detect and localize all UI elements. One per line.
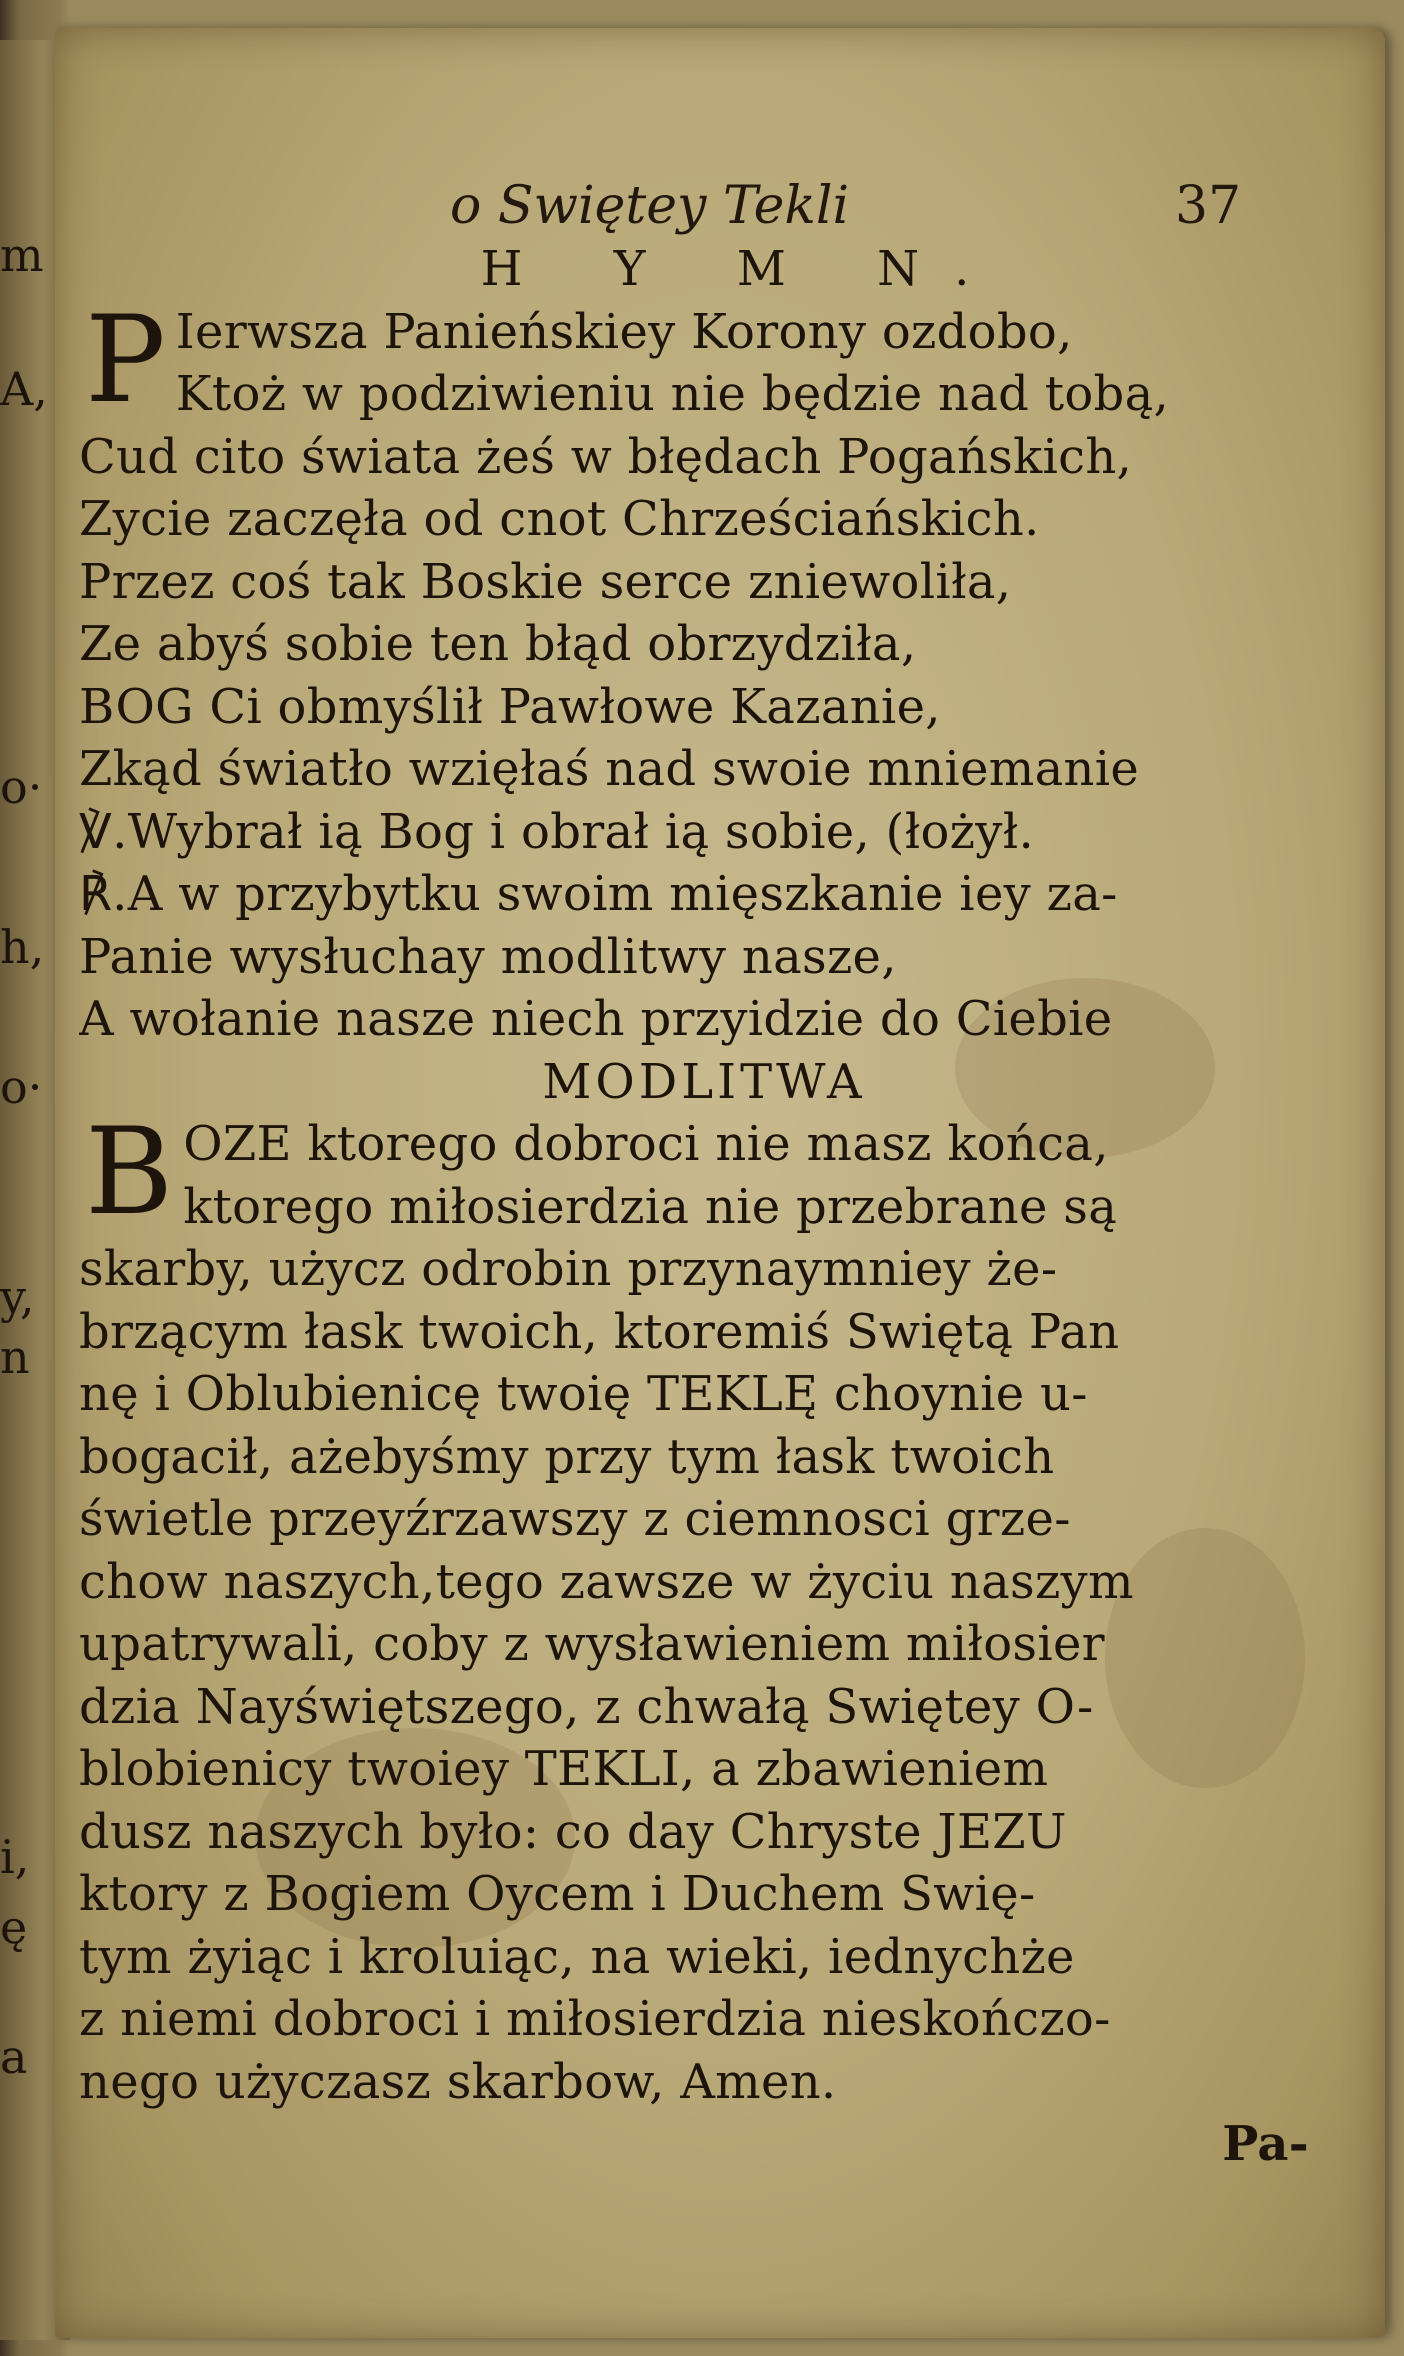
prayer-line: ktorego miłosierdzia nie przebrane są [183, 1178, 1118, 1235]
prev-page-fragment: n [0, 1330, 30, 1384]
prayer-line: blobienicy twoiey TEKLI, a zbawieniem [79, 1741, 1049, 1797]
prayer-line: z niemi dobroci i miłosierdzia nieskończo- [79, 1991, 1111, 2047]
hymn-line: Ierwsza Panieńskiey Korony ozdobo, [175, 303, 1073, 360]
page-text [79, 238, 1329, 2176]
prayer-line: nego użyczasz skarbow, Amen. [79, 2053, 837, 2110]
hymn-text [79, 301, 1329, 1051]
hymn-line: Panie wysłuchay modlitwy nasze, [79, 928, 897, 985]
prayer-line: dusz naszych było: co day Chryste JEZU [79, 1803, 1067, 1860]
prayer-line: brzącym łask twoich, ktoremiś Swiętą Pan [79, 1303, 1120, 1360]
prev-page-fragment: i, [0, 1830, 30, 1884]
hymn-title: H Y M N. [480, 241, 1008, 297]
page-number: 37 [1175, 176, 1242, 236]
prev-page-fragment: y, [0, 1270, 35, 1324]
prayer-title: MODLITWA [542, 1053, 866, 1110]
versicle-line: ℣.Wybrał ią Bog i obrał ią sobie, (łożył. [79, 803, 1035, 860]
prayer-line: dzia Nayświętszego, z chwałą Swiętey O- [79, 1678, 1094, 1735]
prayer-line: bogacił, ażebyśmy przy tym łask twoich [79, 1428, 1055, 1485]
prayer-text [79, 1113, 1329, 2113]
prayer-line: świetle przeyźrzawszy z ciemnosci grze- [79, 1491, 1071, 1547]
prayer-line: ktory z Bogiem Oycem i Duchem Swię- [79, 1866, 1036, 1922]
hymn-line: Przez coś tak Boskie serce zniewoliła, [79, 553, 1012, 610]
prev-page-fragment: m [0, 228, 44, 282]
prayer-dropcap: B [85, 1113, 174, 1242]
prayer-line: chow naszych,tego zawsze w życiu naszym [79, 1553, 1134, 1610]
hymn-line: Zkąd światło wzięłaś nad swoie mniemanie [79, 741, 1140, 797]
running-title: o Swiętey Tekli [450, 176, 850, 236]
hymn-line: A wołanie nasze niech przyidzie do Ciebie [79, 991, 1113, 1047]
hymn-line: BOG Ci obmyślił Pawłowe Kazanie, [79, 678, 941, 735]
prayer-line: tym żyiąc i kroluiąc, na wieki, iednychże [79, 1928, 1075, 1985]
catchword: Pa- [1222, 2116, 1309, 2172]
hymn-line: Ze abyś sobie ten błąd obrzydziła, [79, 616, 917, 672]
prev-page-fragment: o· [0, 760, 43, 814]
prayer-line: OZE ktorego dobroci nie masz końca, [183, 1116, 1109, 1172]
hymn-dropcap: P [85, 300, 166, 430]
book-page [55, 28, 1385, 2338]
hymn-line: Cud cito świata żeś w błędach Pogańskich, [79, 428, 1133, 485]
response-line: ℟.A w przybytku swoim mięszkanie iey za- [79, 866, 1118, 922]
prev-page-fragment: h, [0, 920, 45, 974]
prayer-line: nę i Oblubienicę twoię TEKLĘ choynie u- [79, 1366, 1088, 1422]
prev-page-fragment: o· [0, 1060, 43, 1114]
prev-page-fragment: A, [0, 362, 48, 416]
prayer-line: skarby, użycz odrobin przynaymniey że- [79, 1241, 1058, 1297]
hymn-line: Ktoż w podziwieniu nie będzie nad tobą, [175, 366, 1170, 422]
prev-page-fragment: ę [0, 1900, 28, 1954]
prayer-line: upatrywali, coby z wysławieniem miłosier [79, 1616, 1105, 1672]
prev-page-fragment: a [0, 2030, 28, 2084]
page-header [55, 176, 1385, 236]
hymn-line: Zycie zaczęła od cnot Chrześciańskich. [79, 491, 1040, 547]
